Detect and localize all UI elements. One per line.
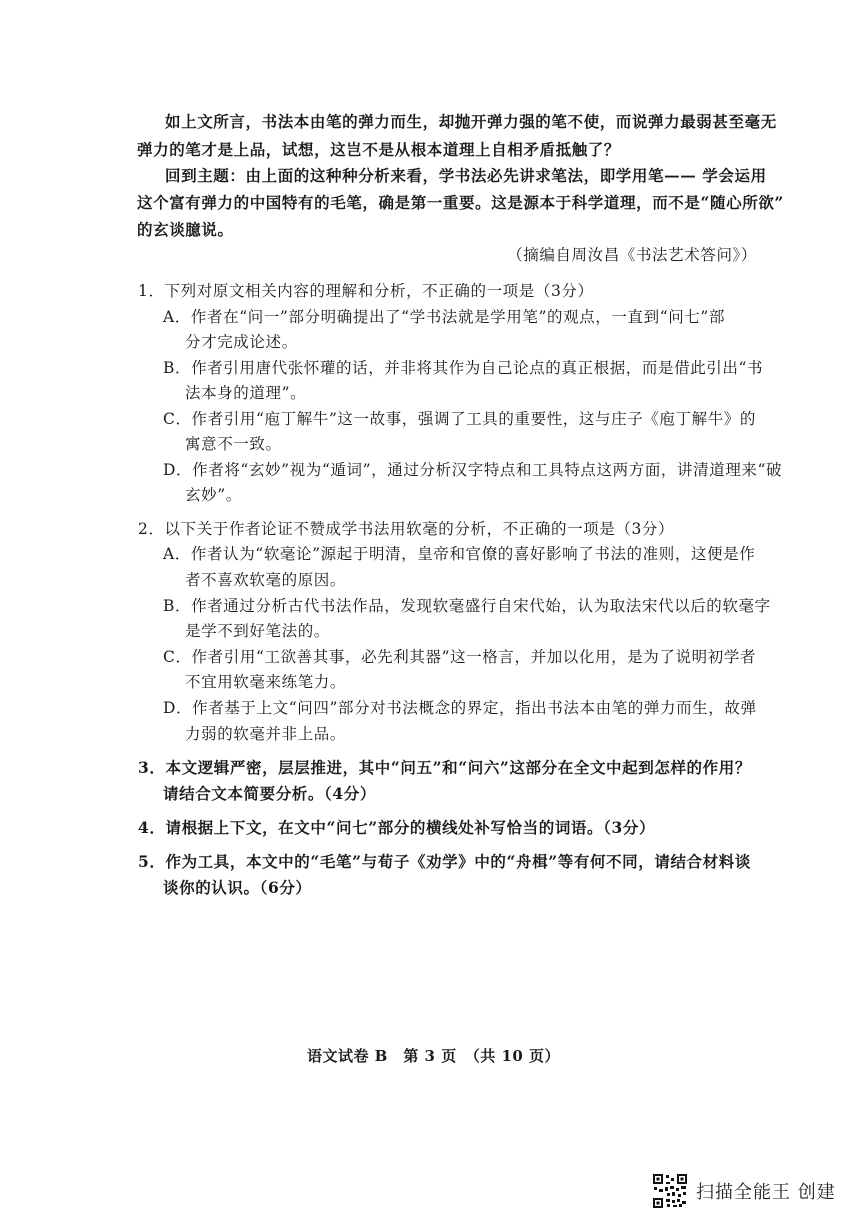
q2-option-b-line2: 是学不到好笔法的。 xyxy=(185,622,330,640)
q2-option-c-line2: 不宜用软毫来练笔力。 xyxy=(185,673,347,691)
q2-option-d-line1: D．作者基于上文“问四”部分对书法概念的界定，指出书法本由笔的弹力而生，故弹 xyxy=(163,699,757,717)
passage-para2-line2: 这个富有弹力的中国特有的毛笔，确是第一重要。这是源本于科学道理，而不是“随心所欲” xyxy=(137,193,784,212)
passage-para2-line1: 回到主题：由上面的这种种分析来看，学书法必先讲求笔法，即学用笔—— 学会运用 xyxy=(165,166,767,185)
passage-source: （摘编自周汝昌《书法艺术答问》） xyxy=(507,246,757,264)
scanner-watermark xyxy=(652,1172,836,1210)
q2-stem: 2．以下关于作者论证不赞成学书法用软毫的分析，不正确的一项是（3分） xyxy=(138,520,675,538)
q1-option-a-line1: A．作者在“问一”部分明确提出了“学书法就是学用笔”的观点，一直到“问七”部 xyxy=(163,308,726,326)
q2-option-a-line1: A．作者认为“软毫论”源起于明清，皇帝和官僚的喜好影响了书法的准则，这便是作 xyxy=(163,545,756,563)
q2-option-a-line2: 者不喜欢软毫的原因。 xyxy=(185,571,347,589)
q1-stem: 1．下列对原文相关内容的理解和分析，不正确的一项是（3分） xyxy=(138,282,594,300)
q1-option-d-line1: D．作者将“玄妙”视为“遁词”，通过分析汉字特点和工具特点这两方面，讲清道理来“破 xyxy=(163,461,783,479)
q1-option-c-line2: 寓意不一致。 xyxy=(185,435,282,453)
q2-option-c-line1: C．作者引用“工欲善其事，必先利其器”这一格言，并加以化用，是为了说明初学者 xyxy=(163,648,757,666)
q1-option-c-line1: C．作者引用“庖丁解牛”这一故事，强调了工具的重要性，这与庄子《庖丁解牛》的 xyxy=(163,410,757,428)
passage-para1-line1: 如上文所言，书法本由笔的弹力而生，却抛开弹力强的笔不使，而说弹力最弱甚至毫无 xyxy=(165,112,777,131)
watermark-text: 扫描全能王 创建 xyxy=(696,1182,836,1203)
q3-line2: 请结合文本简要分析。（4分） xyxy=(163,784,376,803)
passage-para2-line3: 的玄谈臆说。 xyxy=(137,220,234,239)
q1-option-b-line2: 法本身的道理”。 xyxy=(185,384,307,402)
q2-option-b-line1: B．作者通过分析古代书法作品，发现软毫盛行自宋代始，认为取法宋代以后的软毫字 xyxy=(163,597,771,615)
q1-option-d-line2: 玄妙”。 xyxy=(185,486,242,504)
passage-para1-line2: 弹力的笔才是上品，试想，这岂不是从根本道理上自相矛盾抵触了？ xyxy=(137,140,621,159)
page-footer: 语文试卷 B 第 3 页 （共 10 页） xyxy=(306,1047,561,1065)
qr-code-icon xyxy=(652,1173,688,1209)
q5-line1: 5．作为工具，本文中的“毛笔”与荀子《劝学》中的“舟楫”等有何不同，请结合材料谈 xyxy=(138,852,751,871)
q2-option-d-line2: 力弱的软毫并非上品。 xyxy=(185,725,347,743)
q1-option-b-line1: B．作者引用唐代张怀瓘的话，并非将其作为自己论点的真正根据，而是借此引出“书 xyxy=(163,359,764,377)
q1-option-a-line2: 分才完成论述。 xyxy=(185,333,298,351)
q5-line2: 谈你的认识。（6分） xyxy=(163,878,312,897)
q3-line1: 3．本文逻辑严密，层层推进，其中“问五”和“问六”这部分在全文中起到怎样的作用？ xyxy=(138,758,751,777)
q4-line1: 4．请根据上下文，在文中“问七”部分的横线处补写恰当的词语。（3分） xyxy=(138,818,656,837)
